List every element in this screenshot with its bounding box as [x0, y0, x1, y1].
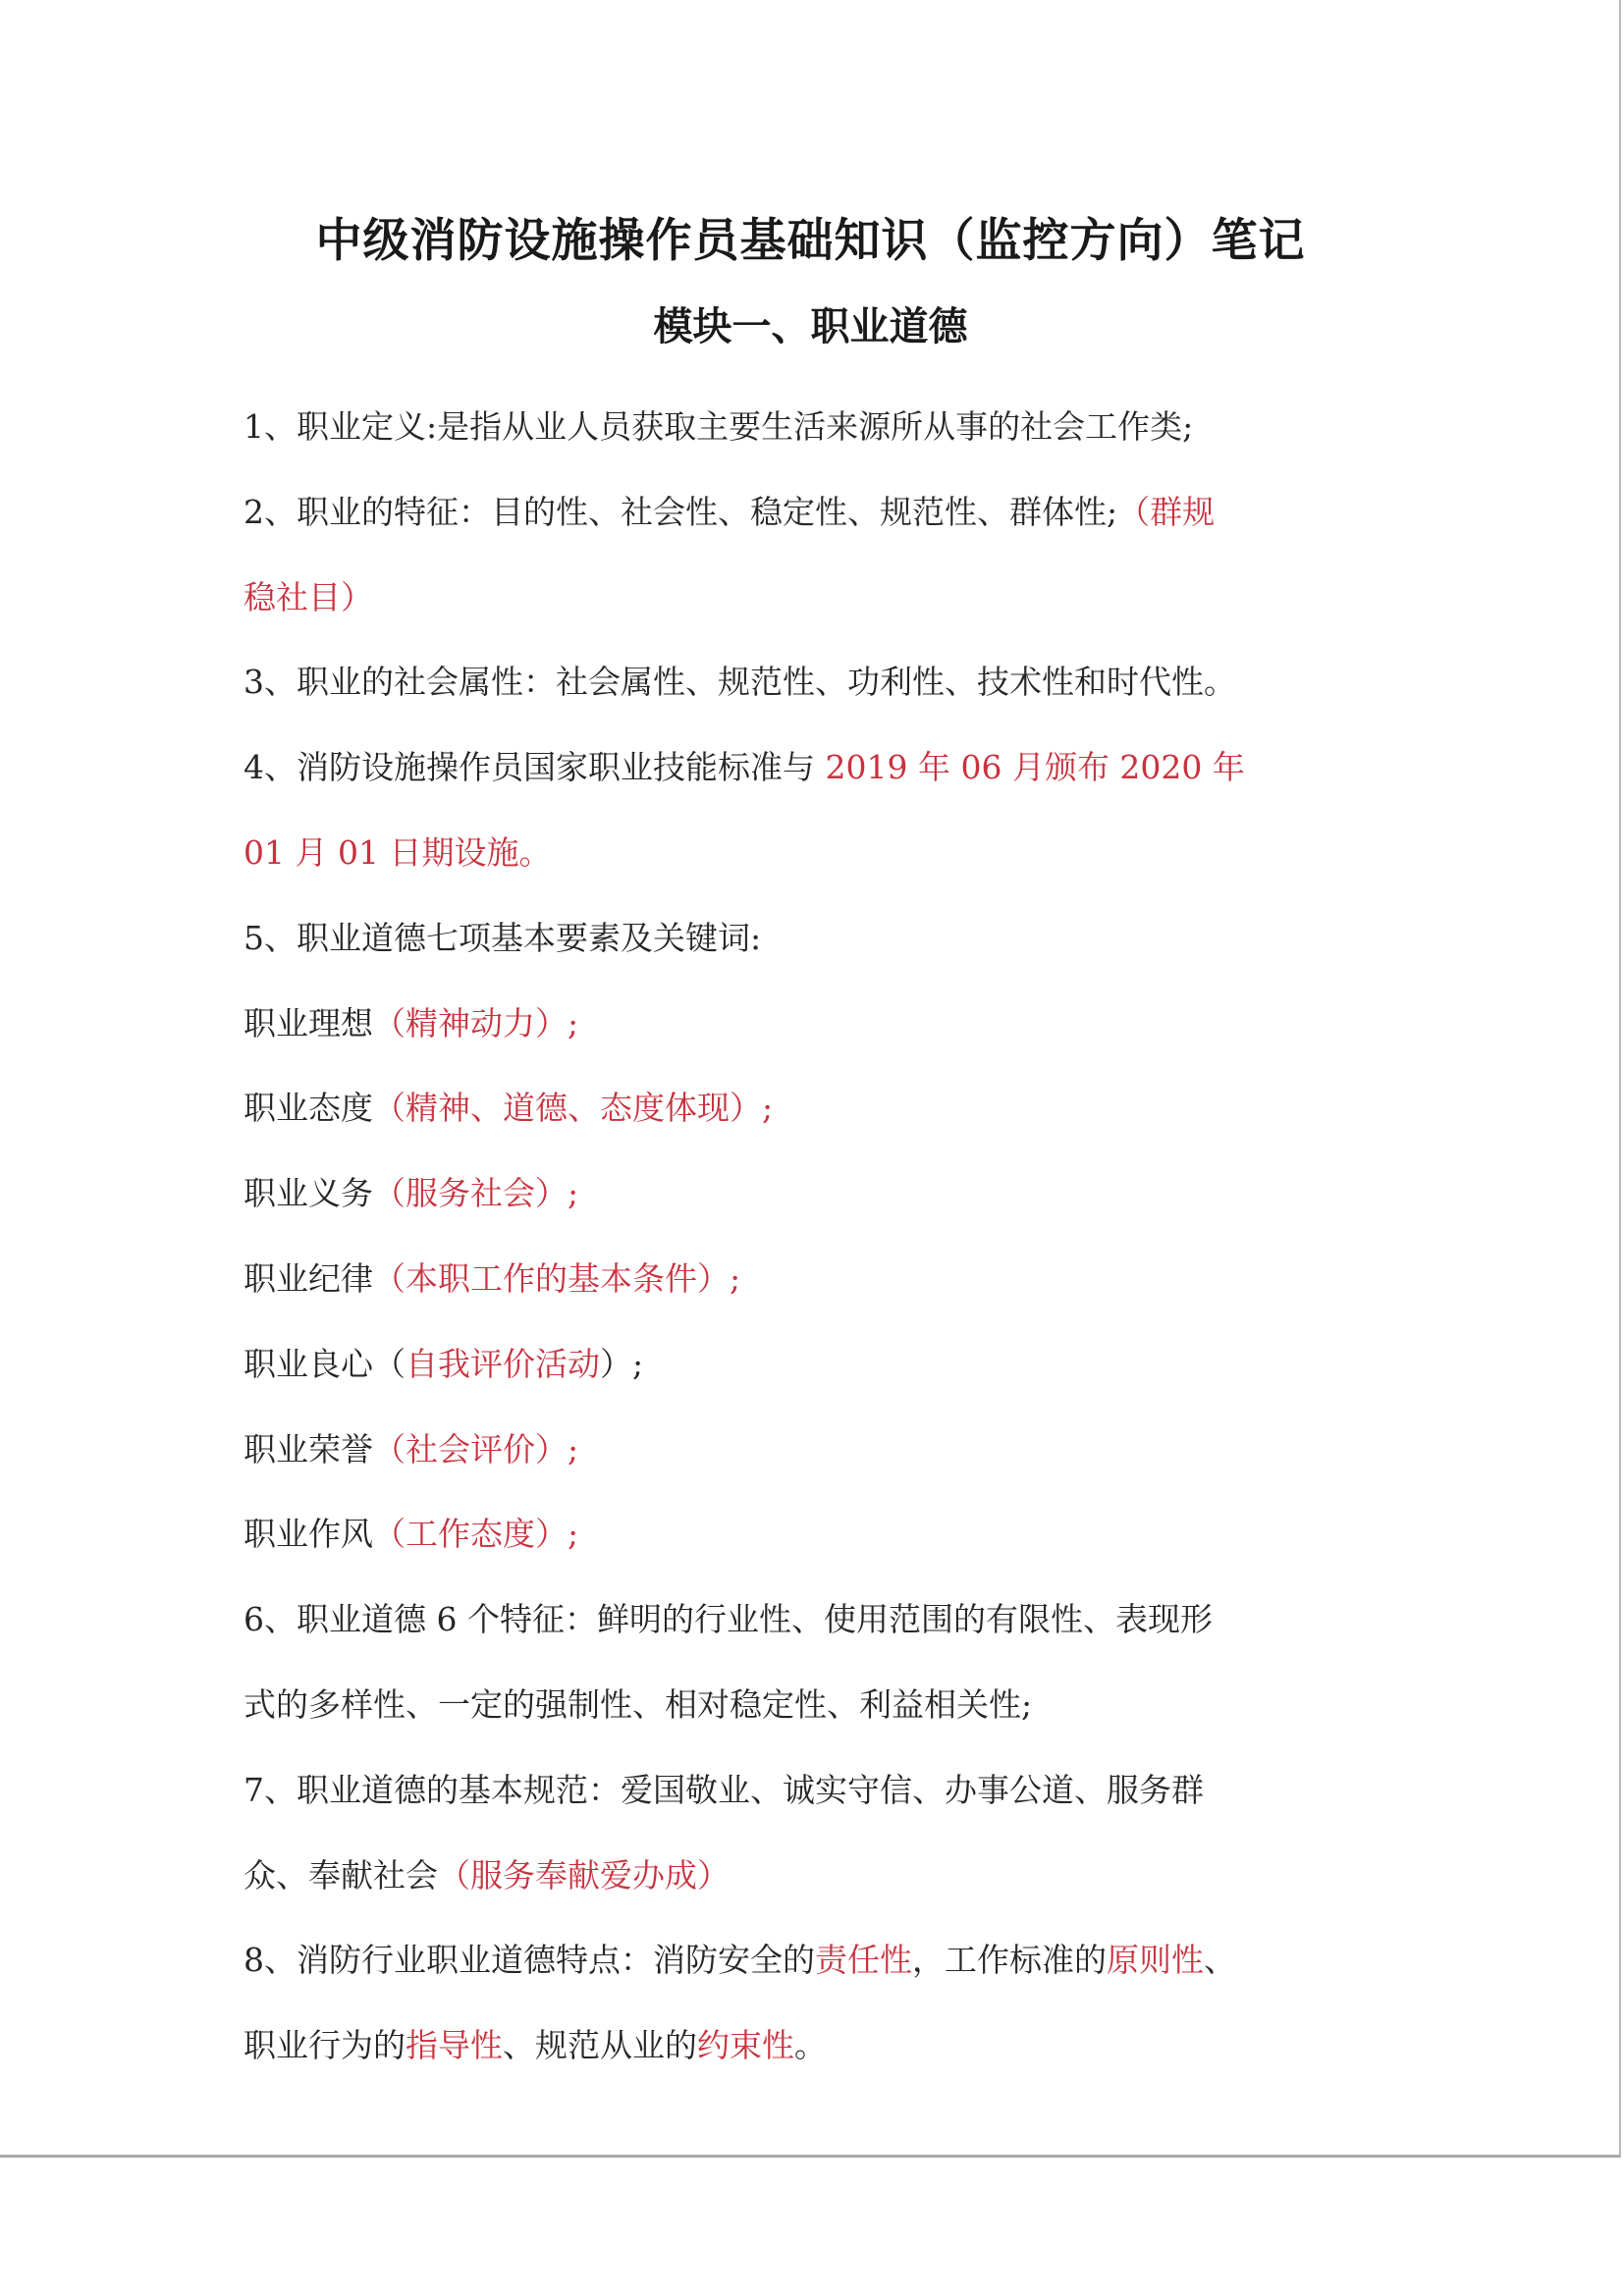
note-line-1: [244, 385, 1382, 470]
text-segment: 7、职业道德的基本规范：爱国敬业、诚实守信、办事公道、服务群: [244, 1770, 1204, 1809]
highlight-segment: （服务奉献爱办成）: [438, 1855, 730, 1895]
element-career-duty: [244, 1151, 1382, 1237]
note-line-6-cont: [244, 1663, 1382, 1748]
text-segment: 职业行为的: [244, 2026, 406, 2065]
highlight-segment: 责任性: [815, 1941, 912, 1980]
note-line-2-cont: [244, 556, 1382, 641]
highlight-segment: （本职工作的基本条件）;: [373, 1258, 741, 1298]
note-line-8: [244, 1918, 1382, 2003]
text-segment: 式的多样性、一定的强制性、相对稳定性、利益相关性;: [244, 1684, 1033, 1724]
element-career-conscience: [244, 1322, 1382, 1408]
note-line-2: [244, 470, 1382, 556]
text-segment: 4、消防设施操作员国家职业技能标准与: [244, 748, 826, 787]
text-segment: 3、职业的社会属性：社会属性、规范性、功利性、技术性和时代性。: [244, 663, 1236, 702]
text-segment: 职业态度: [244, 1089, 373, 1128]
highlight-segment: 原则性: [1107, 1941, 1204, 1980]
element-career-ideal: [244, 982, 1382, 1067]
text-segment: ，工作标准的: [912, 1941, 1107, 1980]
text-segment: 2、职业的特征：目的性、社会性、稳定性、规范性、群体性;: [244, 492, 1118, 531]
highlight-segment: （工作态度）;: [373, 1515, 579, 1554]
text-segment: 职业荣誉: [244, 1429, 373, 1468]
highlight-segment: （精神、道德、态度体现）;: [373, 1089, 774, 1128]
highlight-segment: （精神动力）;: [373, 1003, 579, 1042]
element-career-attitude: [244, 1066, 1382, 1151]
text-segment: 5、职业道德七项基本要素及关键词:: [244, 918, 762, 957]
note-line-3: [244, 640, 1382, 725]
module-heading: 模块一、职业道德: [653, 304, 968, 349]
text-segment: 职业纪律: [244, 1258, 373, 1298]
highlight-segment: 约束性: [697, 2026, 794, 2065]
note-line-7-cont: [244, 1834, 1382, 1919]
notes-body: [244, 385, 1382, 2089]
text-segment: 职业义务: [244, 1174, 373, 1213]
note-line-4: [244, 725, 1382, 811]
highlight-segment: （群规: [1117, 492, 1216, 531]
note-line-7: [244, 1748, 1382, 1834]
text-segment: 6、职业道德 6 个特征：鲜明的行业性、使用范围的有限性、表现形: [244, 1600, 1213, 1639]
text-segment: 、: [1204, 1941, 1236, 1980]
text-segment: 职业良心（: [244, 1344, 406, 1383]
text-segment: 职业作风: [244, 1515, 373, 1554]
highlight-segment: 01 月 01 日期设施。: [244, 832, 552, 872]
text-segment: 。: [794, 2026, 827, 2065]
note-line-4-cont: [244, 811, 1382, 896]
note-line-6: [244, 1577, 1382, 1663]
note-line-5: [244, 896, 1382, 982]
note-line-8-cont: [244, 2003, 1382, 2089]
highlight-segment: 指导性: [406, 2026, 503, 2065]
text-segment: 职业理想: [244, 1003, 373, 1042]
text-segment: 、规范从业的: [503, 2026, 697, 2065]
text-segment: 众、奉献社会: [244, 1855, 438, 1895]
text-segment: 8、消防行业职业道德特点：消防安全的: [244, 1941, 815, 1980]
highlight-segment: 自我评价活动: [406, 1344, 600, 1383]
text-segment: 1、职业定义:是指从业人员获取主要生活来源所从事的社会工作类;: [244, 407, 1194, 446]
element-career-discipline: [244, 1237, 1382, 1322]
highlight-segment: 稳社目）: [244, 577, 373, 616]
document-title: 中级消防设施操作员基础知识（监控方向）笔记: [315, 214, 1306, 268]
highlight-segment: 2019 年 06 月颁布 2020 年: [825, 748, 1245, 787]
highlight-segment: （服务社会）;: [373, 1174, 579, 1213]
element-career-style: [244, 1492, 1382, 1577]
text-segment: ）;: [600, 1344, 644, 1383]
highlight-segment: （社会评价）;: [373, 1429, 579, 1468]
element-career-honor: [244, 1408, 1382, 1493]
